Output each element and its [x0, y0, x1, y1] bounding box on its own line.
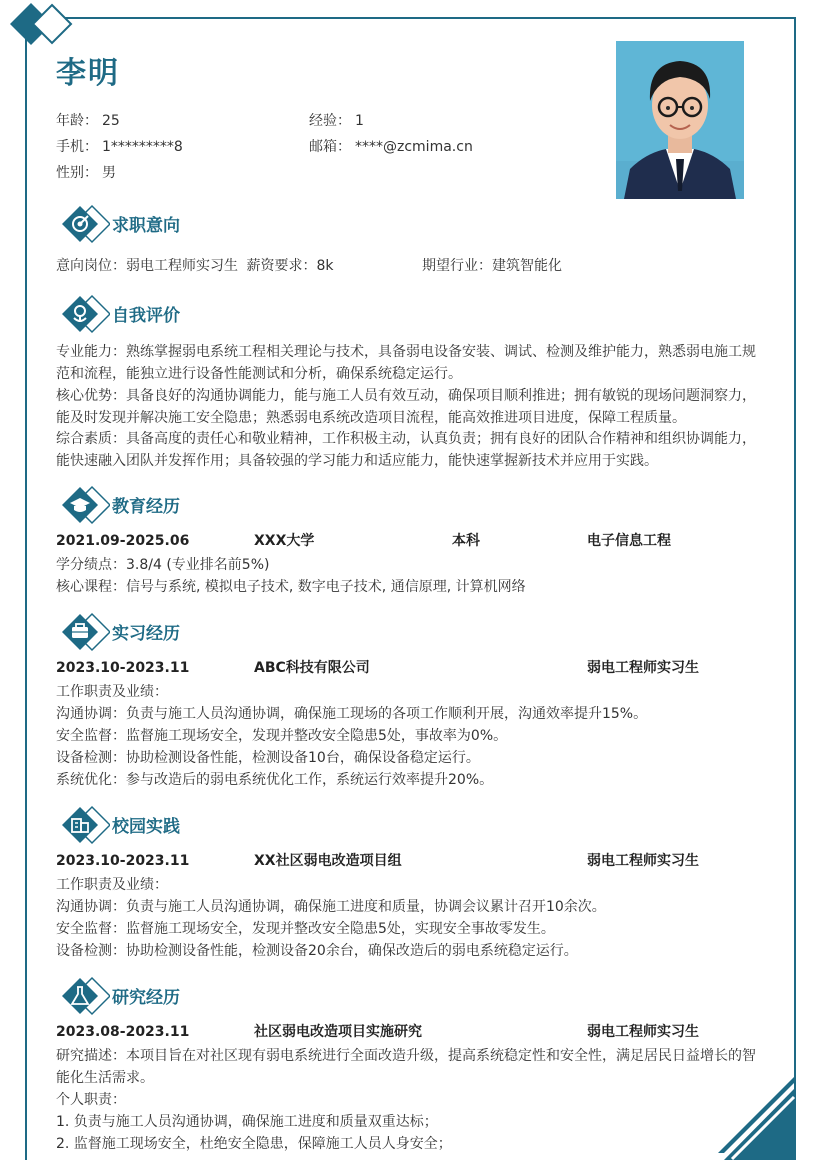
section-header-education: [60, 485, 460, 525]
frame-left-line: [25, 38, 27, 1160]
intern-line: 系统优化：参与改造后的弱电系统优化工作，系统运行效率提升20%。: [56, 772, 494, 788]
research-description: 研究描述：本项目旨在对社区现有弱电系统进行全面改造升级，提高系统稳定性和安全性，满足居民日益增长的智能化生活需求。: [56, 1048, 756, 1086]
section-title-research: 研究经历: [112, 988, 180, 1008]
email-row: 邮箱： ****@zcmima.cn: [309, 139, 473, 155]
intern-line: 安全监督：监督施工现场安全，发现并整改安全隐患5处，事故率为0%。: [56, 728, 508, 744]
edu-gpa: 学分绩点：3.8/4 (专业排名前5%): [56, 557, 270, 573]
graduation-cap-icon: [60, 485, 110, 525]
research-duty-item: 1. 负责与施工人员沟通协调，确保施工进度和质量双重达标；: [56, 1114, 438, 1130]
experience-row: 经验： 1: [309, 113, 364, 129]
section-title-campus: 校园实践: [112, 817, 180, 837]
edu-courses: 核心课程：信号与系统, 模拟电子技术, 数字电子技术, 通信原理, 计算机网络: [56, 579, 526, 595]
gender-row: 性别： 男: [56, 165, 116, 181]
campus-line: 工作职责及业绩：: [56, 877, 168, 893]
section-title-education: 教育经历: [112, 497, 180, 517]
campus-role: 弱电工程师实习生: [587, 853, 699, 869]
intern-period: 2023.10-2023.11: [56, 660, 190, 676]
building-icon: [60, 805, 110, 845]
intern-line: 沟通协调：负责与施工人员沟通协调，确保施工现场的各项工作顺利开展，沟通效率提升15%。: [56, 706, 648, 722]
campus-line: 设备检测：协助检测设备性能，检测设备20余台，确保改造后的弱电系统稳定运行。: [56, 943, 578, 959]
frame-right-line: [794, 17, 796, 1160]
section-header-intent: [60, 204, 460, 244]
intern-role: 弱电工程师实习生: [587, 660, 699, 676]
phone-row: 手机： 1*********8: [56, 139, 183, 155]
edu-degree: 本科: [452, 533, 480, 549]
research-period: 2023.08-2023.11: [56, 1024, 190, 1040]
edu-period: 2021.09-2025.06: [56, 533, 190, 549]
section-header-internship: [60, 612, 460, 652]
research-role: 弱电工程师实习生: [587, 1024, 699, 1040]
edu-school: XXX大学: [254, 533, 315, 549]
section-header-self: [60, 294, 460, 334]
flower-icon: [60, 294, 110, 334]
flask-icon: [60, 976, 110, 1016]
campus-line: 沟通协调：负责与施工人员沟通协调，确保施工进度和质量，协调会议累计召开10余次。: [56, 899, 606, 915]
candidate-name: 李明: [56, 56, 120, 91]
corner-diamond-decoration: [0, 0, 80, 50]
self-eval-quality: 综合素质：具备高度的责任心和敬业精神，工作积极主动，认真负责；拥有良好的团队合作精神和组织协调能力，能快速融入团队并发挥作用；具备较强的学习能力和适应能力，能快速掌握新技术并应用于实践。: [56, 431, 756, 469]
profile-photo: [616, 41, 744, 199]
intern-org: ABC科技有限公司: [254, 660, 370, 676]
intent-industry: 期望行业：建筑智能化: [422, 258, 562, 274]
intent-row: 意向岗位：弱电工程师实习生 薪资要求：8k: [56, 258, 334, 274]
self-eval-professional: 专业能力：熟练掌握弱电系统工程相关理论与技术，具备弱电设备安装、调试、检测及维护能力，熟悉弱电施工规范和流程，能独立进行设备性能测试和分析，确保系统稳定运行。: [56, 344, 756, 382]
campus-org: XX社区弱电改造项目组: [254, 853, 402, 869]
campus-line: 安全监督：监督施工现场安全，发现并整改安全隐患5处，实现安全事故零发生。: [56, 921, 555, 937]
briefcase-icon: [60, 612, 110, 652]
research-org: 社区弱电改造项目实施研究: [254, 1024, 422, 1040]
edu-major: 电子信息工程: [587, 533, 671, 549]
age-row: 年龄： 25: [56, 113, 120, 129]
intern-line: 设备检测：协助检测设备性能，检测设备10台，确保设备稳定运行。: [56, 750, 480, 766]
self-eval-advantage: 核心优势：具备良好的沟通协调能力，能与施工人员有效互动，确保项目顺利推进；拥有敏锐的现场问题洞察力，能及时发现并解决施工安全隐患；熟悉弱电系统改造项目流程，能高效推进项目进度，保障工程质量。: [56, 388, 756, 426]
research-duty-item: 2. 监督施工现场安全，杜绝安全隐患，保障施工人员人身安全；: [56, 1136, 452, 1152]
section-header-campus: [60, 805, 460, 845]
section-title-intent: 求职意向: [112, 216, 180, 236]
target-icon: [60, 204, 110, 244]
section-title-internship: 实习经历: [112, 624, 180, 644]
intern-line: 工作职责及业绩：: [56, 684, 168, 700]
research-duty-label: 个人职责：: [56, 1092, 126, 1108]
campus-period: 2023.10-2023.11: [56, 853, 190, 869]
frame-top-line: [44, 17, 796, 19]
section-header-research: [60, 976, 460, 1016]
section-title-self: 自我评价: [112, 306, 180, 326]
